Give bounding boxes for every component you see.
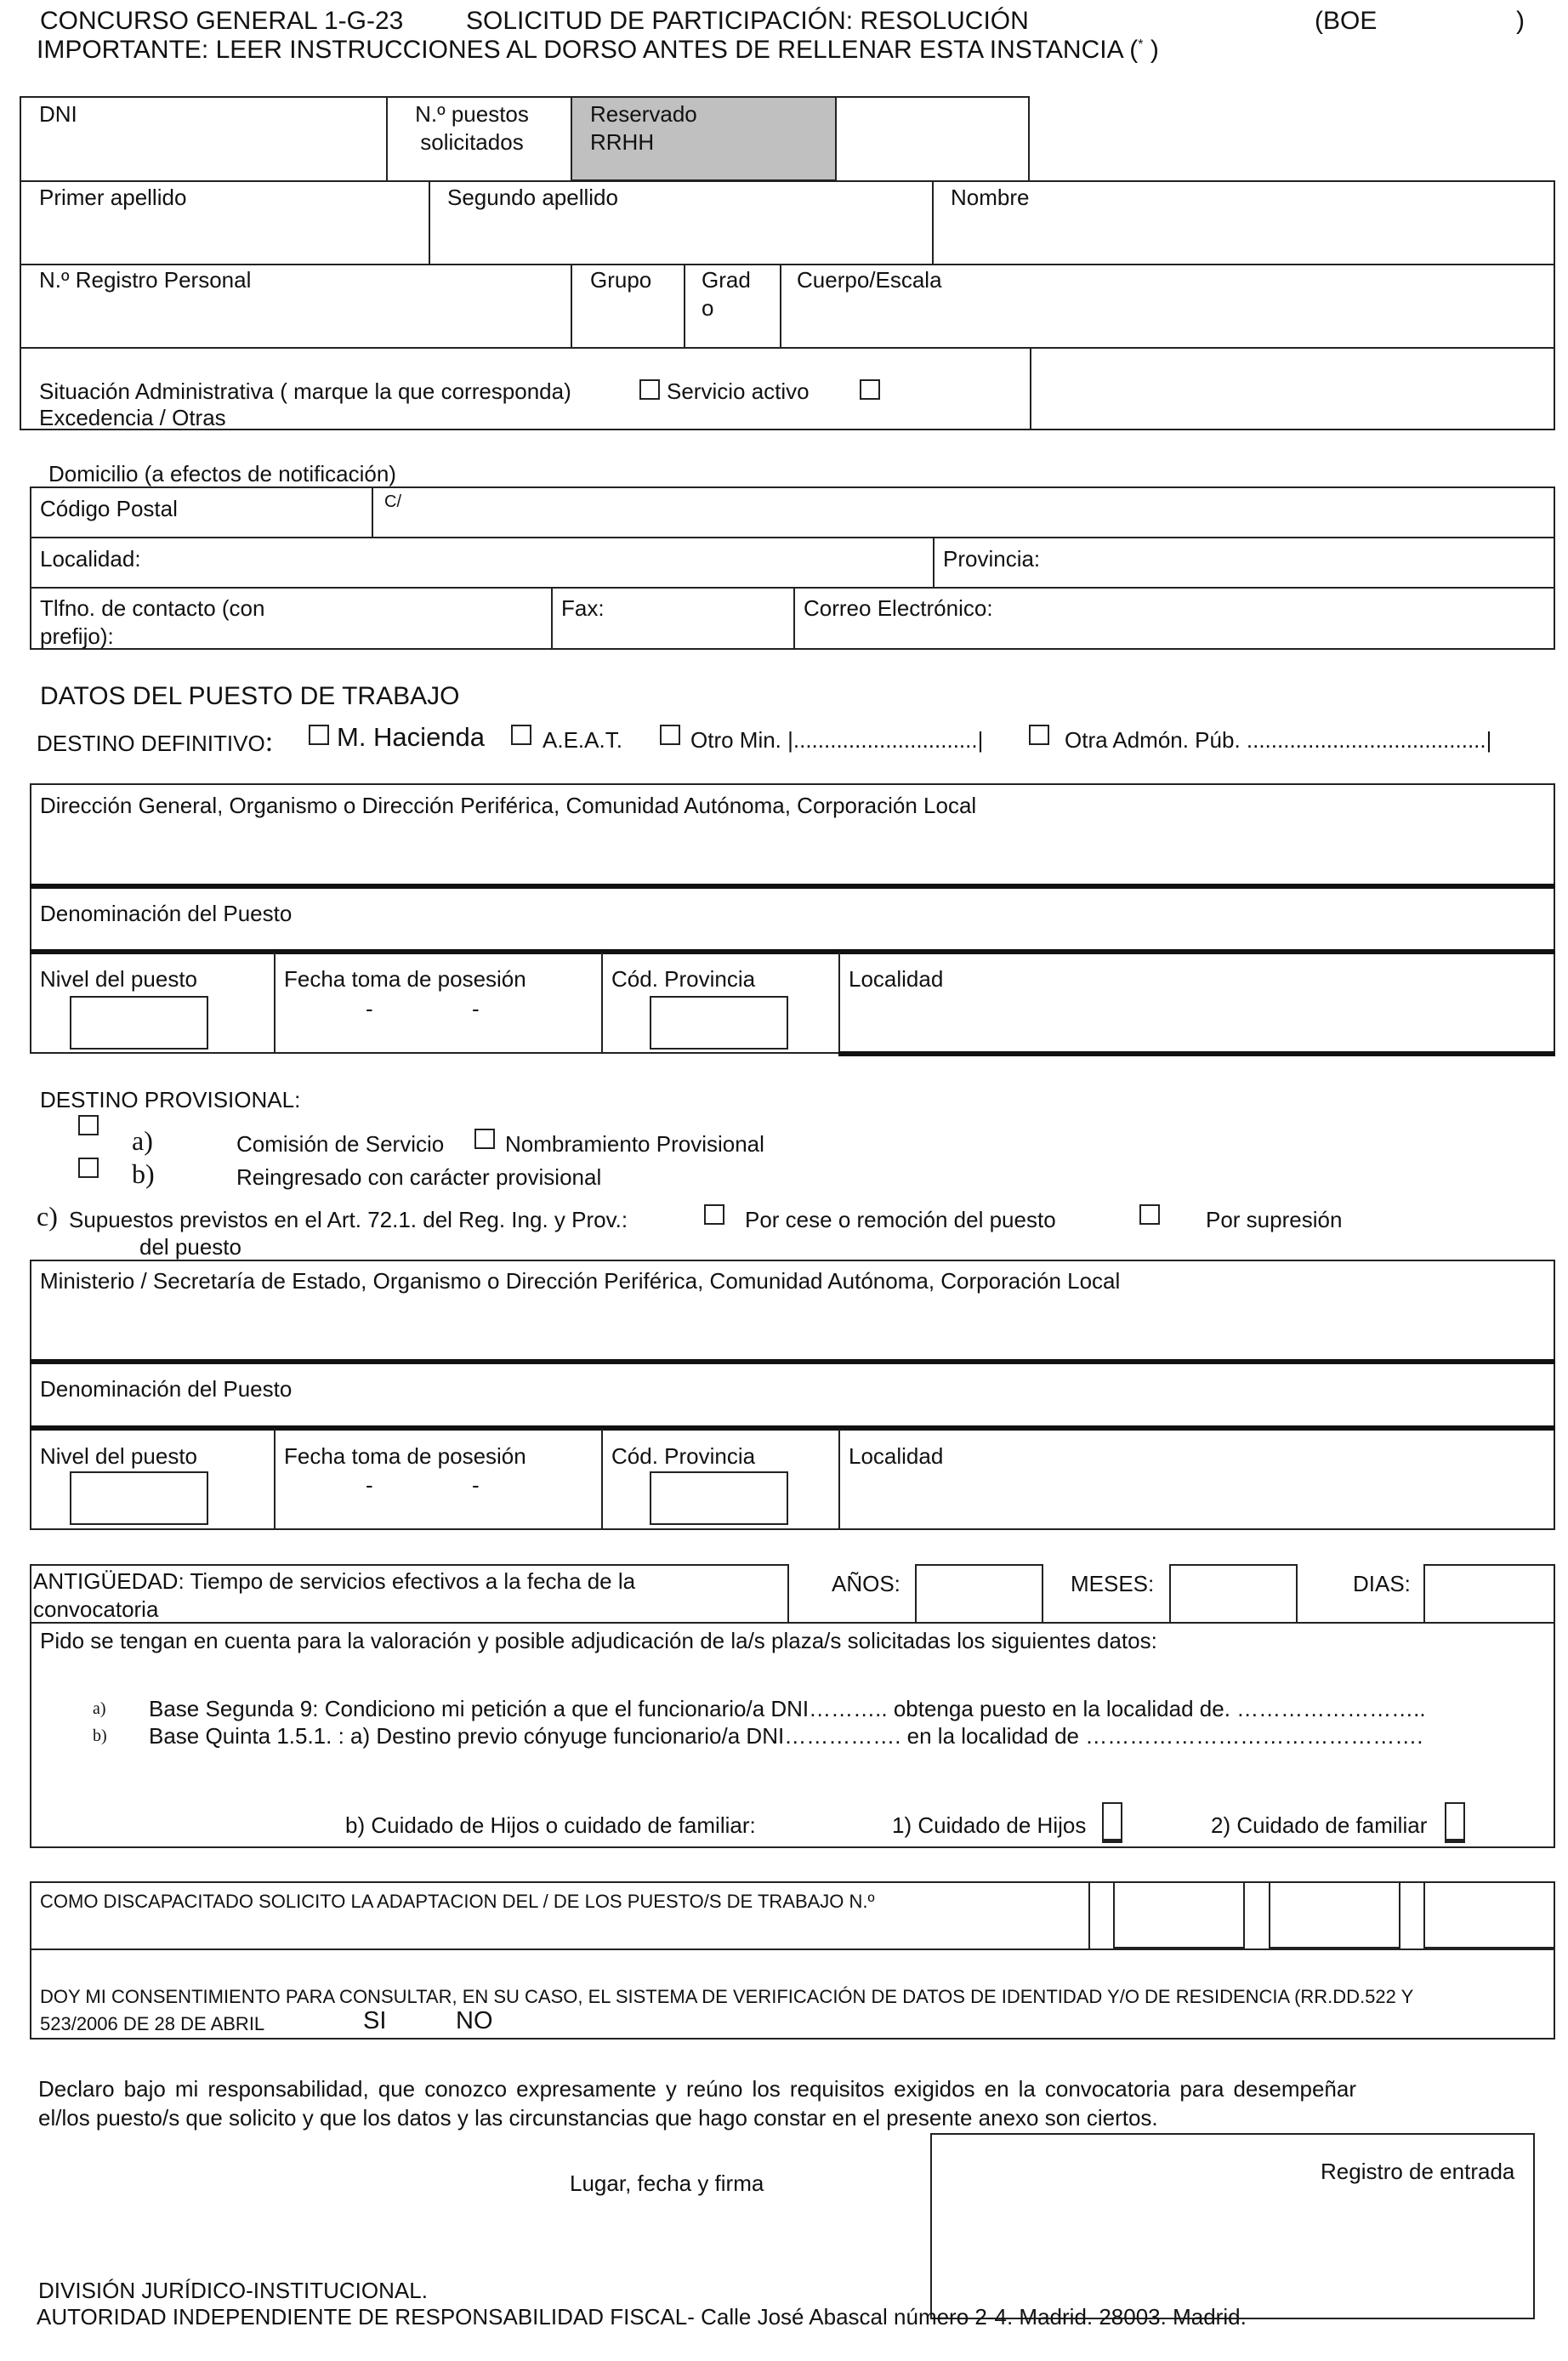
- telefono-label: Tlfno. de contacto (con prefijo):: [40, 595, 265, 649]
- apellido2-input[interactable]: [432, 213, 930, 262]
- footer-division: DIVISIÓN JURÍDICO-INSTITUCIONAL.: [38, 2278, 428, 2303]
- hacienda-checkbox[interactable]: [309, 725, 329, 745]
- lugar-fecha-firma-label: Lugar, fecha y firma: [570, 2170, 764, 2196]
- prov-fecha-dash-1: -: [366, 1472, 373, 1498]
- cese-label: Por cese o remoción del puesto: [745, 1207, 1056, 1232]
- valoracion-a-mark: a): [93, 1699, 106, 1718]
- cod-prov-input[interactable]: [650, 996, 788, 1050]
- provincia-label: Provincia:: [943, 546, 1041, 572]
- direccion-label: Dirección General, Organismo o Dirección Periférica, Comunidad Autónoma, Corporación Local: [40, 793, 977, 818]
- puestos-label: N.º puestos solicitados: [415, 101, 529, 155]
- familiar-checkbox[interactable]: [1445, 1802, 1465, 1843]
- fecha-label: Fecha toma de posesión: [284, 966, 526, 992]
- otro-min-label: Otro Min. |..............................|: [690, 727, 984, 753]
- b-mark: b): [132, 1158, 155, 1189]
- a-mark: a): [132, 1125, 153, 1156]
- ministerio-label: Ministerio / Secretaría de Estado, Organismo o Dirección Periférica, Comunidad Autónoma, Corporación Local: [40, 1268, 1121, 1294]
- puesto-title: DATOS DEL PUESTO DE TRABAJO: [40, 682, 460, 710]
- registro-label: N.º Registro Personal: [39, 267, 252, 293]
- cp-label: Código Postal: [40, 496, 178, 521]
- nivel-input[interactable]: [70, 996, 208, 1050]
- fecha-dash-1: -: [366, 996, 373, 1021]
- comision-label: Comisión de Servicio: [236, 1131, 445, 1157]
- valoracion-b-text: Base Quinta 1.5.1. : a) Destino previo cónyuge funcionario/a DNI……………. en la localidad de ……………………………………….: [149, 1723, 1423, 1749]
- prov-cod-prov-input[interactable]: [650, 1471, 788, 1525]
- b-checkbox[interactable]: [78, 1158, 99, 1178]
- supresion-checkbox[interactable]: [1139, 1204, 1160, 1225]
- cuidado-label: b) Cuidado de Hijos o cuidado de familiar:: [345, 1812, 756, 1838]
- antiguedad-label: ANTIGÜEDAD: Tiempo de servicios efectivos a la fecha de la convocatoria: [33, 1568, 636, 1622]
- excedencia-label: Excedencia / Otras: [39, 405, 226, 430]
- meses-label: MESES:: [1071, 1571, 1155, 1596]
- otra-admon-checkbox[interactable]: [1029, 725, 1049, 745]
- form-code: CONCURSO GENERAL 1-G-23: [40, 7, 404, 35]
- servicio-activo-label: Servicio activo: [667, 378, 810, 404]
- important-notice: IMPORTANTE: LEER INSTRUCCIONES AL DORSO ANTES DE RELLENAR ESTA INSTANCIA (* ): [37, 36, 1159, 64]
- cuerpo-label: Cuerpo/Escala: [797, 267, 942, 293]
- situacion-label: Situación Administrativa ( marque la que corresponda): [39, 378, 571, 404]
- apellido2-label: Segundo apellido: [447, 185, 618, 210]
- discapacidad-text: COMO DISCAPACITADO SOLICITO LA ADAPTACION DEL / DE LOS PUESTO/S DE TRABAJO N.º: [40, 1891, 875, 1912]
- prov-denominacion-label: Denominación del Puesto: [40, 1376, 293, 1402]
- nombramiento-label: Nombramiento Provisional: [505, 1131, 764, 1157]
- cod-prov-label: Cód. Provincia: [611, 966, 756, 992]
- meses-input[interactable]: [1169, 1564, 1298, 1624]
- hacienda-label: M. Hacienda: [337, 722, 486, 752]
- consent-si-option[interactable]: SI: [363, 2007, 387, 2034]
- domicilio-title: Domicilio (a efectos de notificación): [48, 461, 396, 486]
- declaracion-text: Declaro bajo mi responsabilidad, que conozco expresamente y reúno los requisitos exigidos en la convocatoria para desempeñar el/los puesto/s que solicito y que los datos y las circunstancias que hago constar en el presente anexo son ciertos.: [38, 2076, 1356, 2131]
- prov-localidad-label: Localidad: [849, 1443, 944, 1469]
- destino-definitivo-label: DESTINO DEFINITIVO:: [37, 726, 274, 758]
- familiar-label: 2) Cuidado de familiar: [1211, 1812, 1428, 1838]
- localidad-label: Localidad: [849, 966, 944, 992]
- grupo-label: Grupo: [590, 267, 652, 293]
- boe-close: ): [1516, 7, 1525, 35]
- a-checkbox[interactable]: [78, 1115, 99, 1135]
- calle-label: C/: [384, 492, 401, 511]
- registro-entrada-label: Registro de entrada: [1321, 2159, 1515, 2184]
- nombre-input[interactable]: [935, 213, 1553, 262]
- consent-no-option[interactable]: NO: [456, 2007, 493, 2034]
- prov-fecha-dash-2: -: [472, 1472, 480, 1498]
- puesto-num-input-1[interactable]: [1113, 1881, 1245, 1949]
- cese-checkbox[interactable]: [704, 1204, 724, 1225]
- fax-label: Fax:: [561, 595, 605, 621]
- valoracion-intro: Pido se tengan en cuenta para la valoración y posible adjudicación de la/s plaza/s solicitadas los siguientes datos:: [40, 1628, 1157, 1653]
- fecha-dash-2: -: [472, 996, 480, 1021]
- form-title: SOLICITUD DE PARTICIPACIÓN: RESOLUCIÓN: [466, 7, 1029, 35]
- anos-input[interactable]: [915, 1564, 1043, 1624]
- dni-label: DNI: [39, 101, 77, 127]
- del-puesto-label: del puesto: [139, 1234, 241, 1260]
- servicio-activo-checkbox[interactable]: [639, 379, 660, 400]
- puesto-num-input-3[interactable]: [1423, 1881, 1555, 1949]
- correo-label: Correo Electrónico:: [804, 595, 993, 621]
- consentimiento-text-1: DOY MI CONSENTIMIENTO PARA CONSULTAR, EN SU CASO, EL SISTEMA DE VERIFICACIÓN DE DATOS DE IDENTIDAD Y/O DE RESIDENCIA (RR.DD.522 Y: [40, 1986, 1414, 2007]
- prov-nivel-label: Nivel del puesto: [40, 1443, 197, 1469]
- c-mark: c): [37, 1201, 58, 1232]
- supuestos-label: Supuestos previstos en el Art. 72.1. del Reg. Ing. y Prov.:: [69, 1207, 628, 1232]
- prov-cod-prov-label: Cód. Provincia: [611, 1443, 756, 1469]
- otra-admon-label: Otra Admón. Púb. .......................................|: [1065, 727, 1492, 753]
- reservado-label: Reservado RRHH: [590, 101, 697, 155]
- provisional-title: DESTINO PROVISIONAL:: [40, 1087, 301, 1112]
- dias-input[interactable]: [1423, 1564, 1555, 1624]
- dias-label: DIAS:: [1353, 1571, 1411, 1596]
- aeat-checkbox[interactable]: [511, 725, 531, 745]
- grado-label: Grad o: [702, 267, 751, 321]
- anos-label: AÑOS:: [832, 1571, 900, 1596]
- supresion-label: Por supresión: [1206, 1207, 1343, 1232]
- hijos-label: 1) Cuidado de Hijos: [892, 1812, 1087, 1838]
- denominacion-label: Denominación del Puesto: [40, 901, 293, 926]
- boe-label: (BOE: [1315, 7, 1378, 35]
- excedencia-checkbox[interactable]: [860, 379, 880, 400]
- localidad-label: Localidad:: [40, 546, 141, 572]
- hijos-checkbox[interactable]: [1102, 1802, 1122, 1843]
- prov-nivel-input[interactable]: [70, 1471, 208, 1525]
- valoracion-a-text: Base Segunda 9: Condiciono mi petición a que el funcionario/a DNI……….. obtenga puesto en la localidad de. ……………………..: [149, 1696, 1426, 1721]
- prov-fecha-label: Fecha toma de posesión: [284, 1443, 526, 1469]
- nombre-label: Nombre: [951, 185, 1030, 210]
- nombramiento-checkbox[interactable]: [474, 1129, 495, 1149]
- apellido1-input[interactable]: [22, 213, 427, 262]
- apellido1-label: Primer apellido: [39, 185, 187, 210]
- consentimiento-text-2: 523/2006 DE 28 DE ABRIL: [40, 2013, 265, 2034]
- nivel-label: Nivel del puesto: [40, 966, 197, 992]
- valoracion-b-mark: b): [93, 1727, 107, 1745]
- aeat-label: A.E.A.T.: [543, 727, 622, 753]
- footer-address: AUTORIDAD INDEPENDIENTE DE RESPONSABILIDAD FISCAL- Calle José Abascal número 2-4. Madrid. 28003. Madrid.: [37, 2304, 1247, 2330]
- puesto-num-input-2[interactable]: [1269, 1881, 1400, 1949]
- reingresado-label: Reingresado con carácter provisional: [236, 1164, 602, 1190]
- otro-min-checkbox[interactable]: [660, 725, 680, 745]
